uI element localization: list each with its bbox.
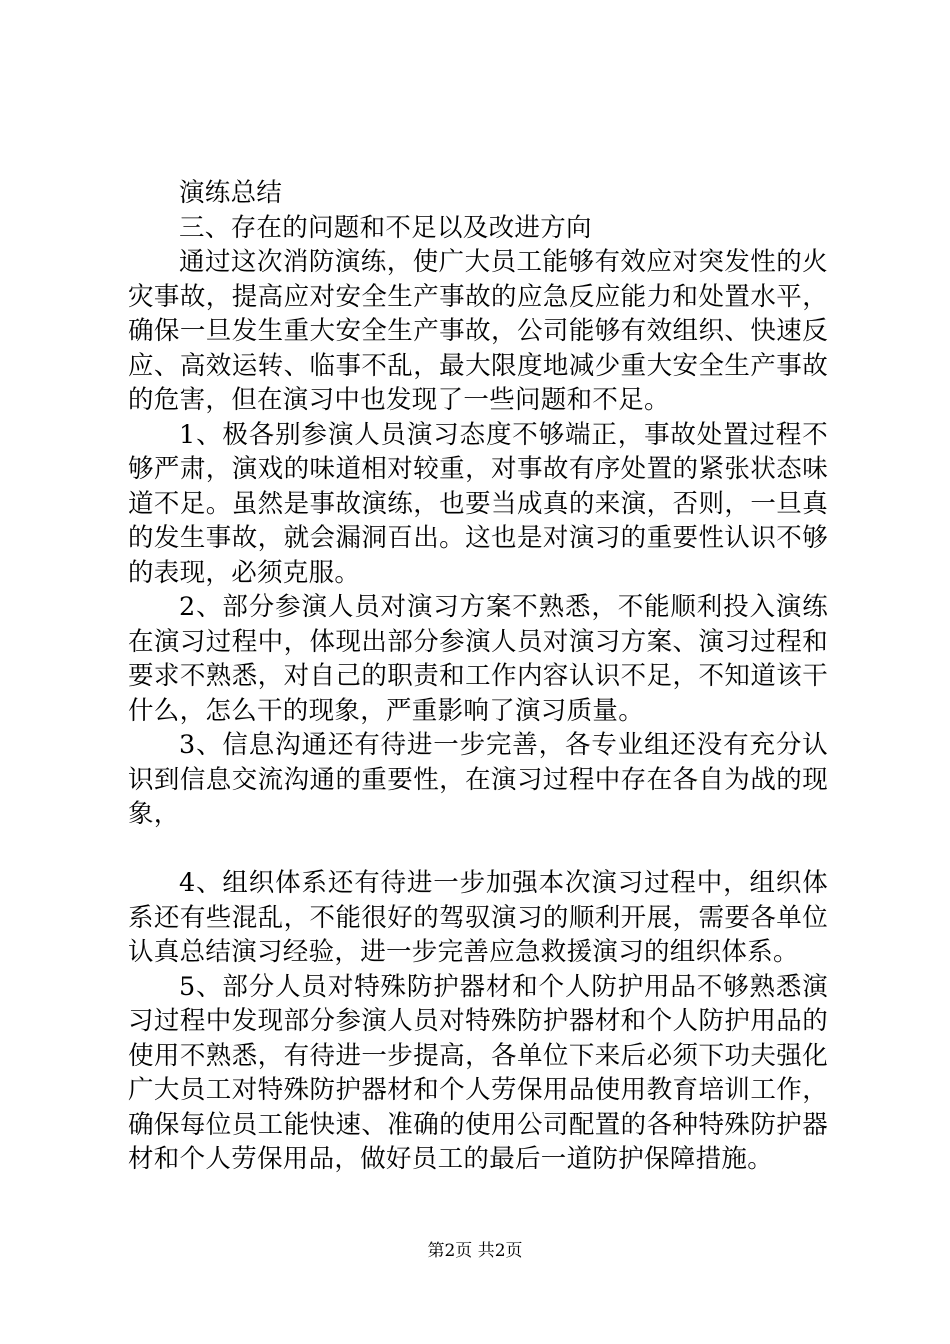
section-heading-issues: 三、存在的问题和不足以及改进方向 [179, 212, 592, 243]
paragraph-item-3: 3、信息沟通还有待进一步完善，各专业组还没有充分认识到信息交流沟通的重要性，在演习过程中存在各自为战的现象， [128, 730, 828, 829]
document-body [128, 176, 828, 1177]
page-footer: 第2页 共2页 [427, 1241, 523, 1261]
paragraph-item-5: 5、部分人员对特殊防护器材和个人防护用品不够熟悉演习过程中发现部分参演人员对特殊防护器材和个人防护用品的使用不熟悉，有待进一步提高，各单位下来后必须下功夫强化广大员工对特殊防护器材和个人劳保用品使用教育培训工作，确保每位员工能快速、准确的使用公司配置的各种特殊防护器材和个人劳保用品，做好员工的最后一道防护保障措施。 [128, 971, 828, 1174]
paragraph-intro: 通过这次消防演练，使广大员工能够有效应对突发性的火灾事故，提高应对安全生产事故的应急反应能力和处置水平，确保一旦发生重大安全生产事故，公司能够有效组织、快速反应、高效运转、临事不乱，最大限度地减少重大安全生产事故的危害，但在演习中也发现了一些问题和不足。 [128, 247, 828, 415]
paragraph-item-1: 1、极各别参演人员演习态度不够端正，事故处置过程不够严肃，演戏的味道相对较重，对事故有序处置的紧张状态味道不足。虽然是事故演练，也要当成真的来演，否则，一旦真的发生事故，就会漏洞百出。这也是对演习的重要性认识不够的表现，必须克服。 [128, 419, 828, 588]
paragraph-item-2: 2、部分参演人员对演习方案不熟悉，不能顺利投入演练在演习过程中，体现出部分参演人员对演习方案、演习过程和要求不熟悉，对自己的职责和工作内容认识不足，不知道该干什么，怎么干的现象，严重影响了演习质量。 [128, 592, 828, 726]
blank-line [128, 832, 828, 867]
section-heading-summary: 演练总结 [179, 178, 283, 208]
paragraph-item-4: 4、组织体系还有待进一步加强本次演习过程中，组织体系还有些混乱，不能很好的驾驭演习的顺利开展，需要各单位认真总结演习经验，进一步完善应急救援演习的组织体系。 [128, 868, 828, 967]
